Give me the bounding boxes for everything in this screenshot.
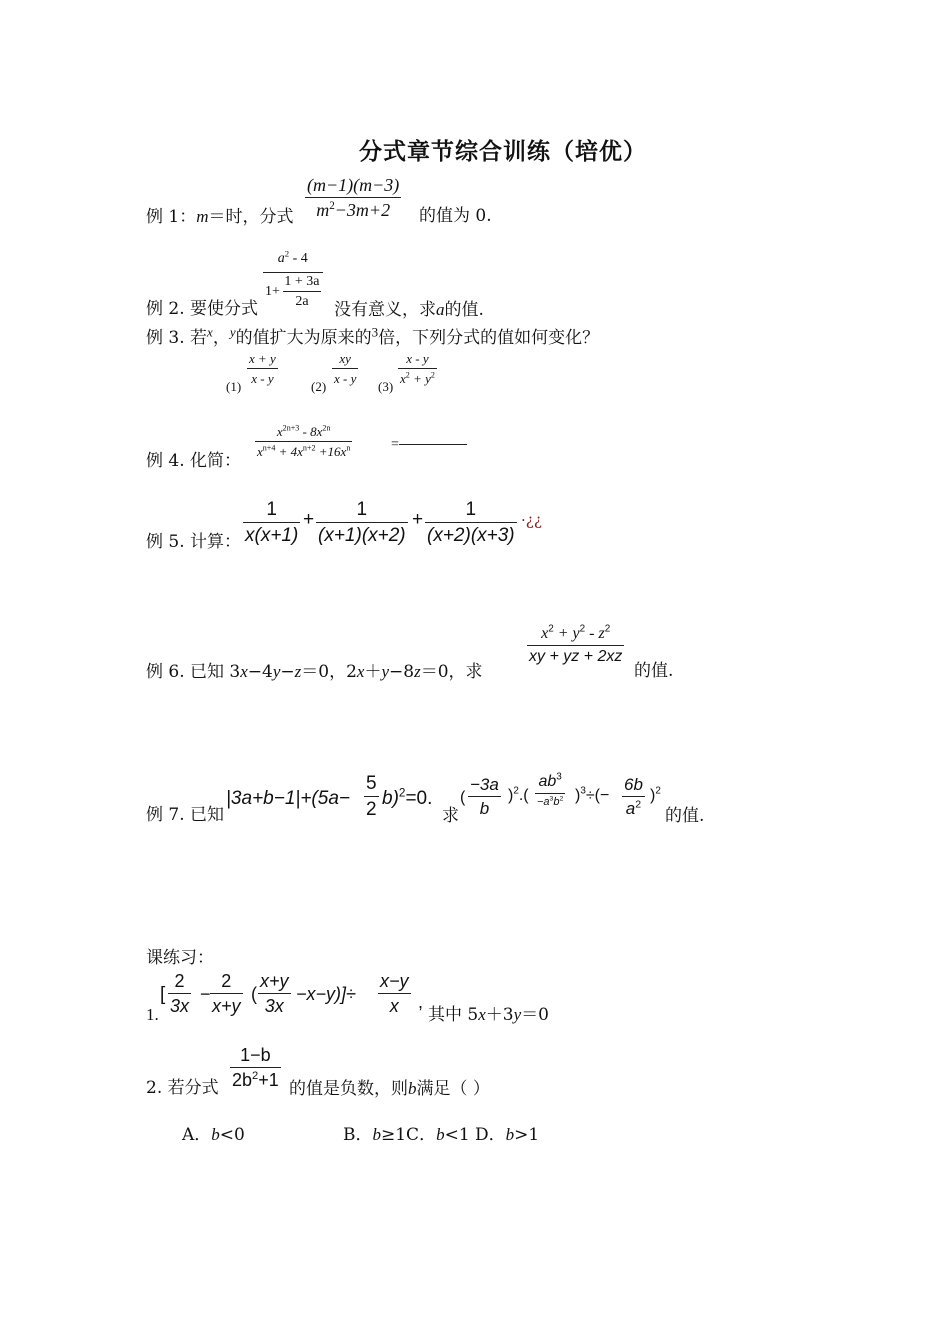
example-4-label: 例 4. 化简：: [146, 451, 242, 471]
example-2-label: 例 2. 要使分式: [146, 299, 259, 319]
example-3-item-3-index: (3): [378, 379, 394, 394]
example-2-fraction: [263, 248, 323, 309]
option-a[interactable]: A．b<0: [182, 1125, 245, 1145]
five-halves-fraction: $\frac{5}{2}$: [366, 773, 377, 820]
practice-2-label: 2. 若分式: [146, 1078, 219, 1098]
example-6-fraction: [527, 623, 624, 665]
practice-2-fraction: $\frac{1-b}{2b^2+1}$: [232, 1045, 279, 1090]
example-6-label: 例 6. 已知 3x−4y−z＝0，2x＋y−8z＝0，求: [146, 662, 483, 682]
option-c[interactable]: b<1 D．: [436, 1125, 506, 1145]
plus-sign: +: [412, 509, 424, 530]
practice-1-fraction-4: $\frac{x-y}{x}$: [380, 971, 409, 1016]
practice-2-options-rest: [343, 1126, 539, 1144]
example-7-condition: |3a+b−1|+(5a−: [226, 788, 350, 809]
practice-1-middle: −x−y)]÷: [296, 984, 356, 1004]
option-b[interactable]: B．b≥1C．: [343, 1125, 437, 1145]
bracket-open: [: [160, 984, 166, 1005]
example-1-fraction: [305, 176, 401, 219]
paren-close-squared: )$^2$: [650, 785, 661, 804]
fraction-numerator: $x^2 + y^2 - z^2$: [527, 626, 624, 646]
fraction-denominator: xy + yz + 2xz: [529, 648, 623, 665]
example-7-label: 例 7. 已知: [146, 805, 225, 825]
example-5-fraction-1: $\frac{1}{x(x+1)}$: [245, 499, 299, 546]
practice-heading: 课练习：: [146, 948, 214, 968]
example-3-item-2-index: (2): [311, 379, 327, 394]
example-2-text: 没有意义，求a的值.: [334, 300, 484, 320]
practice-1-fraction-3: $\frac{x+y}{3x}$: [260, 971, 289, 1016]
example-7-condition-tail: b)$^2$=0.: [382, 786, 433, 809]
example-7-fraction-3: $\frac{6b}{a^2}$: [624, 775, 643, 818]
paren-open: (: [460, 789, 466, 806]
example-7-fraction-1: $\frac{-3a}{b}$: [470, 775, 499, 818]
fraction-numerator: (m−1)(m−3): [305, 176, 401, 198]
practice-1-condition: 其中 5x＋3y＝0: [428, 1005, 549, 1025]
practice-2-options: [182, 1126, 245, 1144]
example-3-item-1-fraction: $\frac{x + y}{x - y}$: [249, 351, 276, 386]
fraction-denominator: $x^{n+4} + 4x^{n+2} +16x^n$: [257, 443, 351, 459]
paren-close: )$^2$.(: [508, 785, 529, 804]
example-7-tail: 的值.: [665, 806, 705, 826]
example-5-label: 例 5. 计算：: [146, 532, 242, 552]
page-title: 分式章节综合训练（培优）: [359, 138, 647, 165]
comma: ,: [418, 992, 424, 1012]
fraction-denominator: 1+ $\frac{1 + 3a}{2a}$: [265, 274, 320, 309]
example-3-item-1-index: (1): [226, 379, 242, 394]
example-7-ask: 求: [442, 806, 459, 826]
example-7-fraction-2: $ab^3$ $-a^3b^2$: [537, 771, 564, 808]
fraction-numerator: $a^2 - 4$: [263, 252, 323, 273]
example-1-tail: 的值为 0.: [419, 206, 492, 226]
example-1-label: 例 1：m＝时，分式: [146, 207, 294, 227]
plus-sign: +: [303, 509, 315, 530]
example-3-item-2-fraction: $\frac{xy}{x - y}$: [334, 351, 357, 386]
minus-sign: −: [200, 984, 211, 1004]
example-4-equals: =: [391, 438, 467, 452]
example-4-fraction: [255, 425, 352, 458]
example-3-label: 例 3. 若$^x$，$^y$的值扩大为原来的$^3$倍，下列分式的值如何变化？: [146, 324, 600, 348]
practice-2-text: 的值是负数，则b满足（ ）: [289, 1079, 490, 1099]
practice-1-fraction-1: $\frac{2}{3x}$: [170, 971, 190, 1016]
paren-open: (: [251, 984, 257, 1004]
question-index: 1.: [146, 1005, 159, 1024]
practice-1-fraction-2: $\frac{2}{x+y}$: [212, 971, 241, 1016]
answer-blank[interactable]: [399, 443, 467, 445]
example-5-fraction-3: $\frac{1}{(x+2)(x+3)}$: [427, 499, 515, 546]
fraction-numerator: $x^{2n+3} - 8x^{2n}$: [255, 425, 352, 442]
option-d[interactable]: b>1: [505, 1125, 540, 1145]
example-5-fraction-2: $\frac{1}{(x+1)(x+2)}$: [318, 499, 406, 546]
example-6-tail: 的值.: [634, 661, 674, 681]
fraction-denominator: $m^2-3m+2$: [316, 200, 391, 220]
example-3-item-3-fraction: $\frac{x - y}{x^2 + y^2}$: [400, 351, 435, 386]
division-part: )$^3$÷(−: [575, 785, 610, 804]
garbled-characters: ·¿¿: [521, 511, 542, 529]
